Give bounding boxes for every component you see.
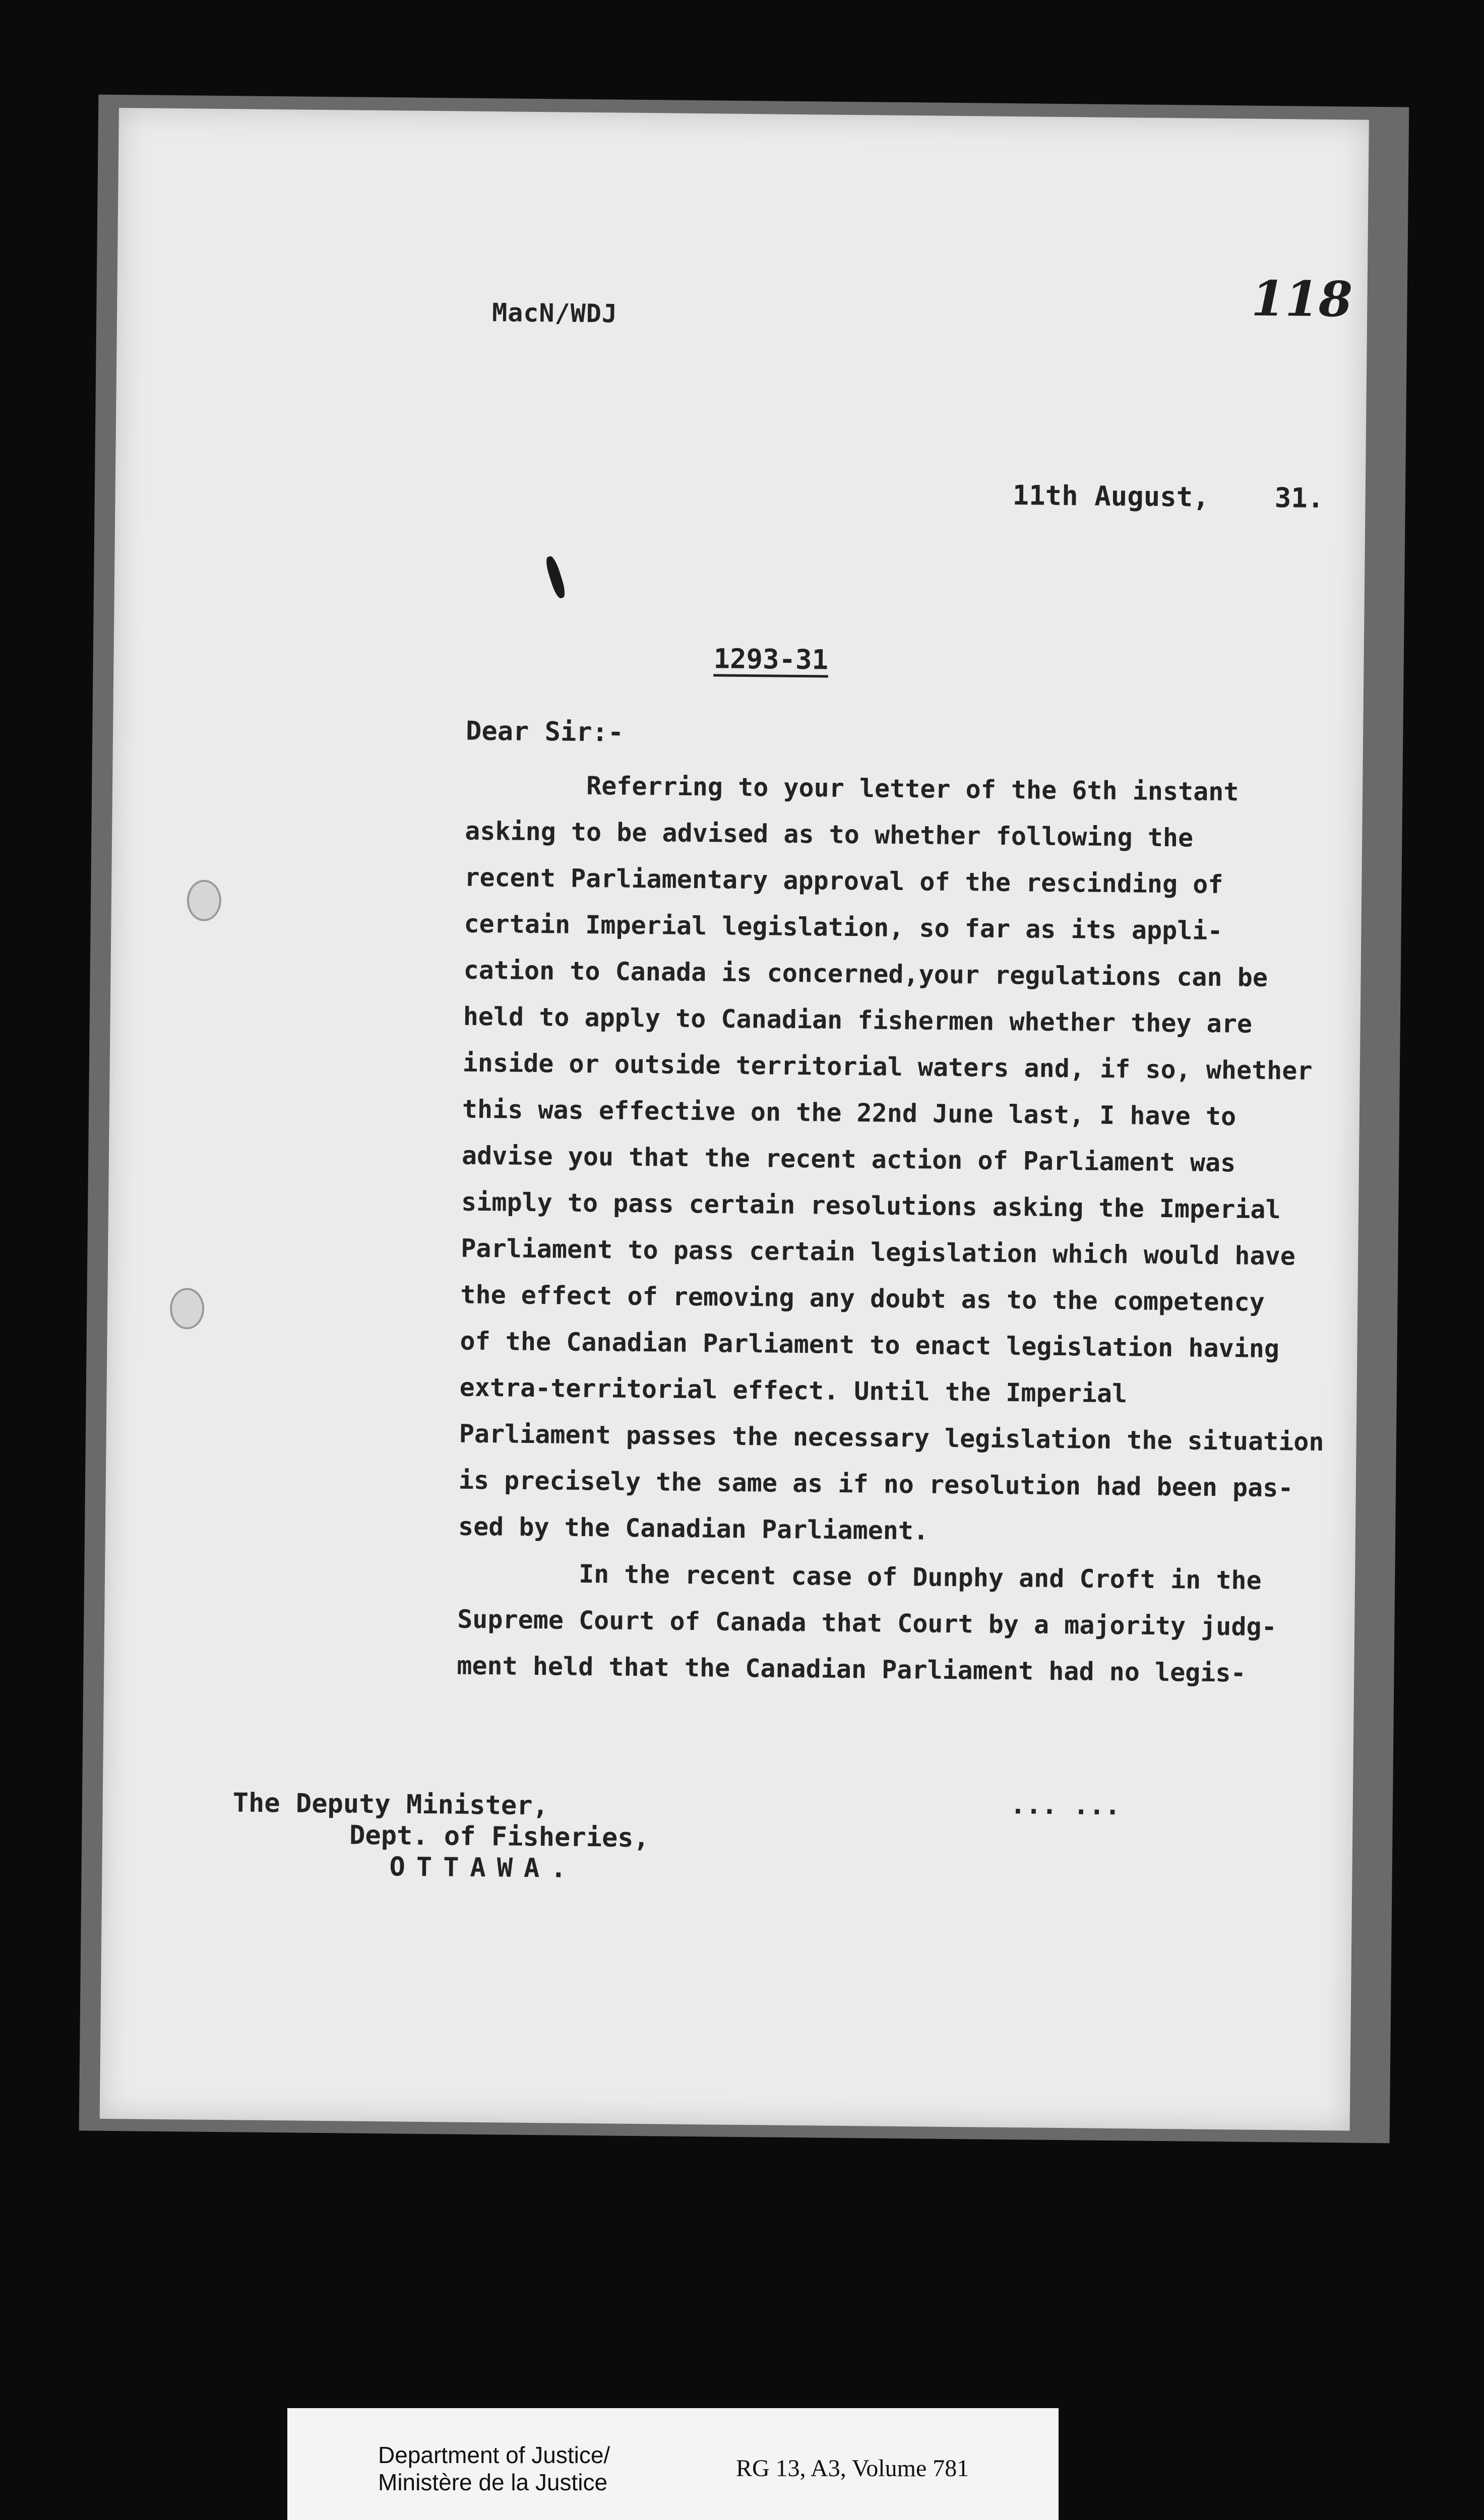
salutation: Dear Sir:- [465, 716, 624, 748]
punch-hole [170, 1288, 205, 1330]
file-number: 1293-31 [713, 643, 829, 676]
date-text: 11th August, [1012, 479, 1210, 513]
letter-page [100, 108, 1369, 2131]
letter-date [1012, 479, 1324, 514]
record-group-reference: RG 13, A3, Volume 781 [736, 2455, 969, 2482]
department-name [378, 2441, 610, 2496]
department-english: Department of Justice/ [378, 2442, 610, 2468]
body-line: sed by the Canadian Parliament. [458, 1511, 929, 1546]
body-line: held to apply to Canadian fishermen whether they are [463, 1001, 1253, 1039]
body-line: extra-territorial effect. Until the Imperial [459, 1372, 1128, 1409]
body-line: In the recent case of Dunphy and Croft in the [578, 1559, 1262, 1595]
letter-body [457, 762, 1383, 1697]
body-line: of the Canadian Parliament to enact legislation having [460, 1326, 1280, 1364]
continuation-dots: ... ... [1010, 1790, 1121, 1821]
body-line: this was effective on the 22nd June last, I have to [462, 1094, 1236, 1131]
reference-initials: MacN/WDJ [491, 298, 618, 329]
department-french: Ministère de la Justice [378, 2469, 608, 2495]
body-line: Parliament to pass certain legislation which would have [461, 1233, 1296, 1271]
body-line: cation to Canada is concerned,your regulations can be [463, 955, 1268, 992]
address-line: The Deputy Minister, [232, 1788, 549, 1821]
body-line: asking to be advised as to whether following the [464, 816, 1194, 853]
body-line: certain Imperial legislation, so far as its appli- [464, 909, 1223, 946]
archive-reference-label [287, 2408, 1059, 2520]
date-year: 31. [1274, 482, 1324, 514]
address-line: OTTAWA. [389, 1852, 578, 1884]
body-line: ment held that the Canadian Parliament had no legis- [457, 1651, 1246, 1688]
body-line: advise you that the recent action of Parliament was [461, 1141, 1236, 1178]
body-line: Supreme Court of Canada that Court by a majority judg- [457, 1604, 1277, 1642]
ink-mark [544, 555, 568, 600]
body-line: recent Parliamentary approval of the rescinding of [464, 862, 1223, 900]
body-line: Referring to your letter of the 6th instant [586, 771, 1239, 807]
body-line: the effect of removing any doubt as to the competency [460, 1280, 1265, 1317]
body-line: inside or outside territorial waters and, if so, whether [462, 1048, 1313, 1086]
body-line: is precisely the same as if no resolution had been pas- [458, 1465, 1293, 1503]
page-number: 118 [1251, 270, 1353, 328]
punch-hole [187, 879, 222, 921]
body-line: simply to pass certain resolutions asking the Imperial [461, 1187, 1281, 1225]
address-line: Dept. of Fisheries, [349, 1820, 650, 1854]
body-line: Parliament passes the necessary legislation the situation [459, 1419, 1324, 1457]
recipient-address [232, 1787, 650, 1885]
